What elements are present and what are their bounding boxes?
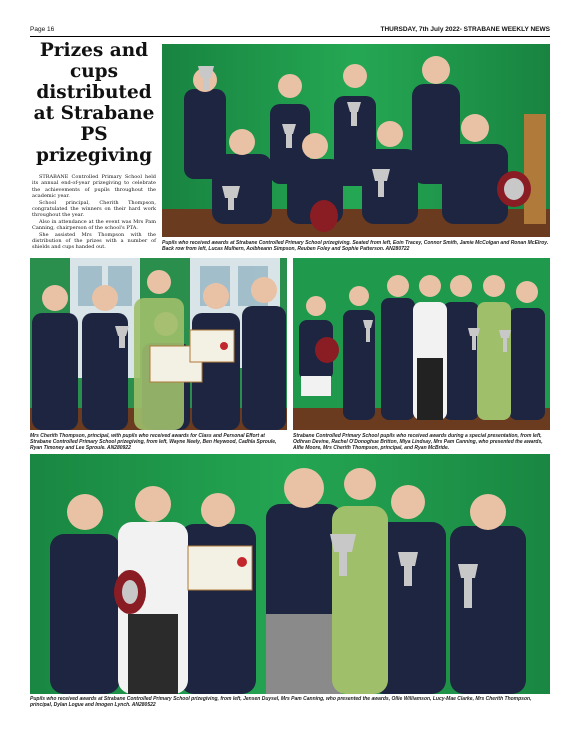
certificate-icon xyxy=(188,546,252,590)
photo-4-caption: Pupils who received awards at Strabane Controlled Primary School prizegiving, from left, Jensen Duysel, Mrs Pam Canning, who presented the awards, Ollie Williamson, Lucy-Mae Clarke, Mrs Cherith Thompson, principal, Dylan Logue and Imogen Lynch. AN280522 xyxy=(30,696,532,708)
page-header xyxy=(30,24,550,37)
article-paragraph: Also in attendance at the event was Mrs Pam Canning, chairperson of the school's PTA. xyxy=(32,218,156,232)
photo-3-caption: Strabane Controlled Primary School pupils who received awards during a special presentation, from left, Odhran Devine, Rachel O'Donoghue Britton, Miya Lindsay, Mrs Pam Canning, who presented the awards, Alfie Moore, Mrs Cherith Thompson, principal, and Ryan McBride. xyxy=(293,433,543,451)
photo-group-1 xyxy=(162,44,550,237)
article-headline: Prizes and cups distributed at Strabane PS prizegiving xyxy=(33,40,155,166)
photo-2-caption: Mrs Cherith Thompson, principal, with pupils who received awards for Class and Personal Effort at Strabane Controlled Primary School prizegiving, from left, Wayne Neely, Ben Heywood, Cadhla Sproule, Ryan Timoney and Lee Sproule. AN280922 xyxy=(30,433,277,451)
photo-1-image xyxy=(162,44,550,237)
photo-1-caption: Pupils who received awards at Strabane Controlled Primary School prizegiving. Seated from left, Eoin Tracey, Connor Smith, Jamie McColgan and Ronan McElroy. Back row from left, Lucas Mulhern, Aoibheann Simpson, Reuben Foley and Sophie Patterson. AN280722 xyxy=(162,240,549,252)
photo-group-3 xyxy=(293,258,550,430)
dateline: THURSDAY, 7th July 2022- STRABANE WEEKLY NEWS xyxy=(380,26,550,33)
photo-group-2 xyxy=(30,258,287,430)
chair xyxy=(524,114,546,224)
article-paragraph: School principal, Cherith Thompson, congratulated the winners on their hard work throughout the year. xyxy=(32,199,156,219)
article-paragraph: STRABANE Controlled Primary School held its annual end-of-year prizegiving to celebrate the achievements of pupils throughout the academic year. xyxy=(32,174,156,200)
shield-icon xyxy=(114,570,146,614)
photo-group-4 xyxy=(30,454,550,694)
shield-icon xyxy=(315,337,339,363)
photo-2-image xyxy=(30,258,287,430)
article-paragraph: She assisted Mrs Thompson with the distribution of the prizes with a number of shields and cups handed out. xyxy=(32,231,156,251)
photo-3-image xyxy=(293,258,550,430)
article-body xyxy=(32,174,156,251)
photo-4-image xyxy=(30,454,550,694)
page-number: Page 16 xyxy=(30,26,55,33)
